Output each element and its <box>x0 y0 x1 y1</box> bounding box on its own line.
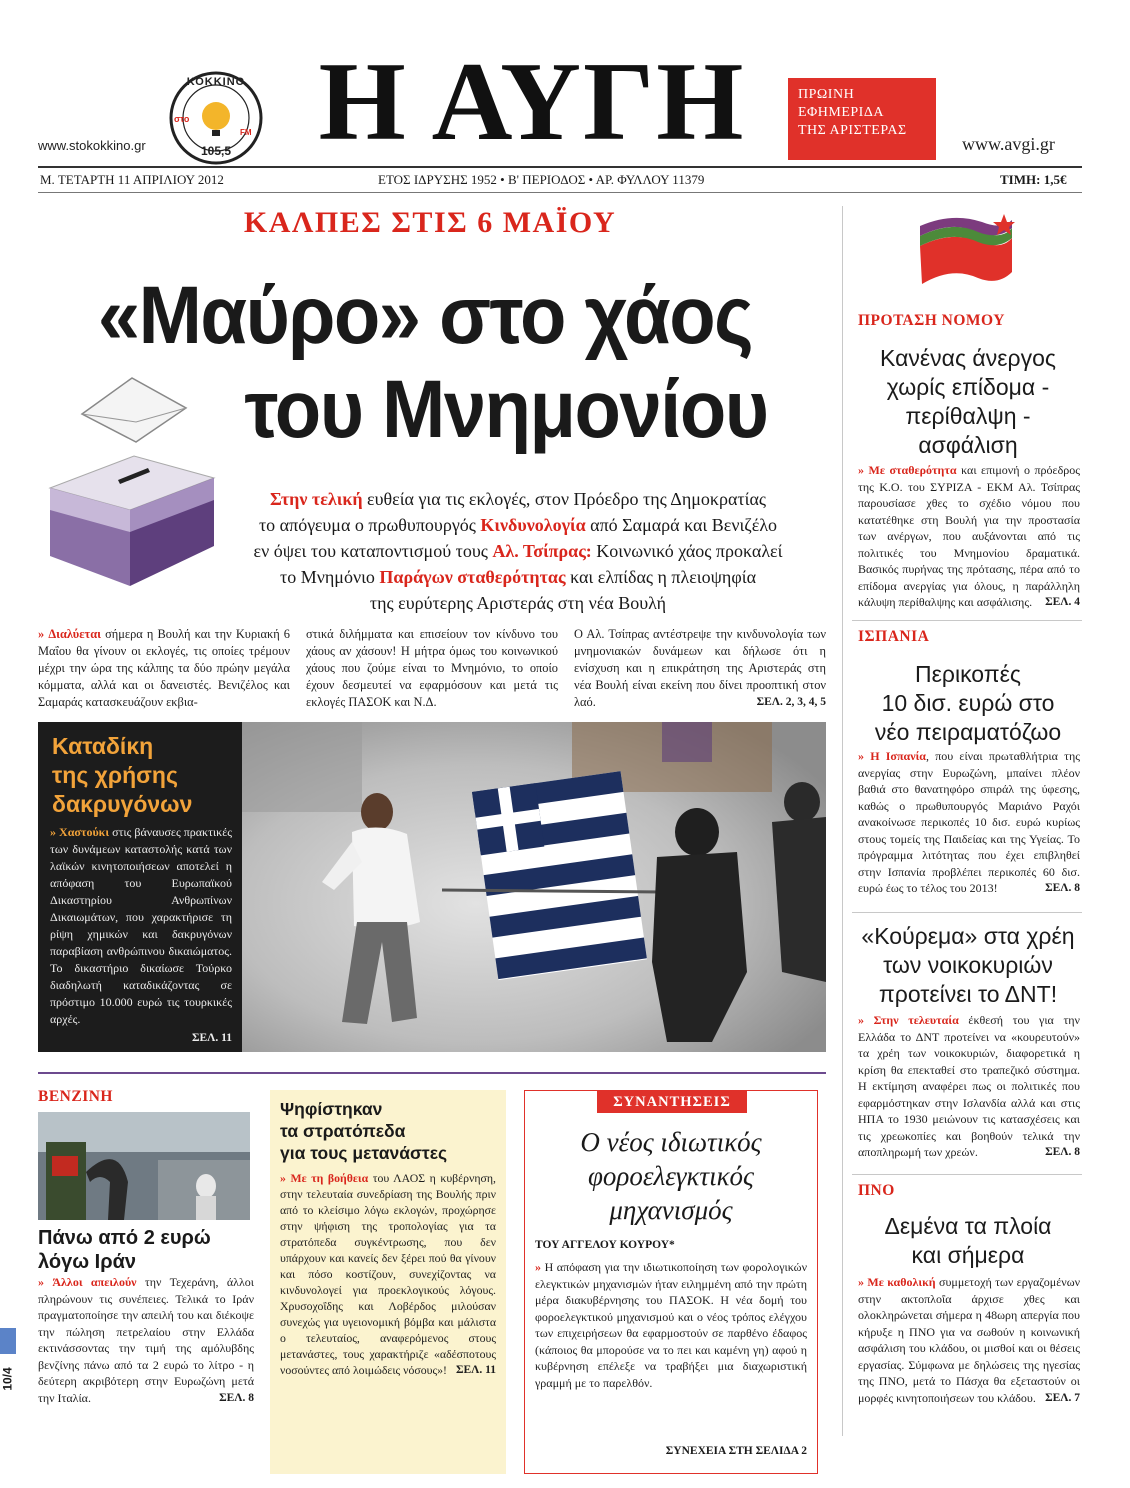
camps-headline-line-3: για τους μετανάστες <box>280 1143 448 1163</box>
summary-line-3 <box>212 538 824 564</box>
camps-headline-line-1: Ψηφίστηκαν <box>280 1099 383 1119</box>
camps-headline <box>280 1098 496 1164</box>
tagline-line-2: ΕΦΗΜΕΡΙΔΑ <box>798 105 884 120</box>
spain-lead: Η Ισπανία <box>870 749 926 763</box>
bullet-icon: » <box>858 1013 874 1027</box>
photo-bottom-rule <box>38 1072 826 1074</box>
imf-headline-line-2: των νοικοκυριών <box>883 952 1053 978</box>
summary-line-1 <box>212 486 824 512</box>
radio-url[interactable]: www.stokokkino.gr <box>38 138 146 153</box>
summary-text-7: και ελπίδας η πλειοψηφία <box>565 567 756 587</box>
photo-story-headline-1: Καταδίκη <box>52 733 154 759</box>
radio-logo-top: ΚΟΚΚΙΝΟ <box>186 76 246 88</box>
bullet-icon: » <box>38 627 49 641</box>
camps-text: του ΛΑΟΣ η κυβέρνηση, στην τελευταία συνεδρίαση της Βουλής πριν από το κλείσιμο λόγω εκλογών, προχώρησε στην ψήφιση της τροπολογίας για τα στρατόπεδα συγκέντρωσης, που δεν υπάρχουν και κανείς δεν ξέρει πού θα γίνουν και πόσο κοστίζουν, συνεχίζοντας να κινδυνολογεί για προεκλογικούς λόγους. Χρυσοχοΐδης και Λοβέρδος μιλούσαν συνεχώς για υγειονομική βόμβα και μάλιστα ο τελευταίος, αναφερόμενος στους μετανάστες, τους χαρακτήριζε «αδέσποτους νοσούντες από λοιμώδεις νόσους»! <box>280 1171 496 1377</box>
ballot-box-illustration <box>36 360 226 590</box>
oped-label: ΣΥΝΑΝΤΗΣΕΙΣ <box>597 1091 747 1113</box>
camps-body <box>280 1170 496 1378</box>
sidebar-headline-spain <box>852 660 1084 747</box>
radio-logo[interactable] <box>168 70 264 166</box>
bullet-icon: » <box>858 463 869 477</box>
camps-lead: Με τη βοήθεια <box>290 1171 369 1185</box>
sidebar-label-pno: ΠΝΟ <box>858 1182 895 1199</box>
paper-title: Η ΑΥΓΗ <box>318 40 746 164</box>
summary-red-7: Παράγων σταθερότητας <box>379 567 566 587</box>
oped-text: Η απόφαση για την ιδιωτικοποίηση των φορολογικών ελεγκτικών μηχανισμών ήταν ειλημμένη από την πρώτη μέρα διακυβέρνησης του ΠΑΣΟΚ. Η νέα δομή του φοροελεγκτικού μηχανισμού και ο νέος τρόπος ελέγχου των επιχειρήσεων θα εφαρμοστούν σε παρθένο έδαφος (κάποιος θα μπορούσε να το πει και καμένη γη) αφού η κυβέρνηση επέλεξε να τραβήξει μια διαχωριστική γραμμή με το παρελθόν. <box>535 1260 808 1390</box>
pno-ref[interactable]: ΣΕΛ. 7 <box>1045 1391 1080 1404</box>
oped-body <box>535 1259 807 1391</box>
oped-headline-line-3: μηχανισμός <box>609 1195 733 1225</box>
fuel-ref[interactable]: ΣΕΛ. 8 <box>219 1391 254 1404</box>
photo-story-lead: Χαστούκι <box>59 825 110 839</box>
oped-headline <box>525 1125 817 1227</box>
sidebar-body-pno <box>858 1274 1080 1406</box>
tagline-line-3: ΤΗΣ ΑΡΙΣΤΕΡΑΣ <box>798 123 907 138</box>
summary-text-1: ευθεία για τις εκλογές, στον Πρόεδρο της Δημοκρατίας <box>362 489 767 509</box>
summary-text-8: της ευρύτερης Αριστεράς στη νέα Βουλή <box>369 593 667 613</box>
photo-story-panel <box>38 722 242 1052</box>
imf-headline-line-3: προτείνει το ΔΝΤ! <box>878 981 1058 1007</box>
radio-logo-fm: FM <box>240 128 252 137</box>
radio-logo-freq: 105,5 <box>200 144 232 158</box>
lead-col1-lead: Διαλύεται <box>48 627 101 641</box>
photo-story-ref[interactable]: ΣΕΛ. 11 <box>191 1032 232 1044</box>
oped-byline: ΤΟΥ ΑΓΓΕΛΟΥ ΚΟΥΡΟΥ* <box>535 1239 675 1251</box>
sidebar-headline-pno <box>852 1212 1084 1270</box>
sidebar-label-law: ΠΡΟΤΑΣΗ ΝΟΜΟΥ <box>858 312 1005 329</box>
summary-text-3: από Σαμαρά και Βενιζέλο <box>585 515 778 535</box>
bullet-icon: » <box>535 1260 545 1274</box>
photo-story-text: στις βάναυσες πρακτικές των δυνάμεων καταστολής κατά των λαϊκών κινητοποιήσεων αποτελεί η απόφαση του Ευρωπαϊκού Δικαστηρίου Ανθρωπίνων Δικαιωμάτων, που χαρακτήρισε τη ρίψη χημικών και δακρυγόνων παραβίαση ανθρώπινου δικαιώματος. Το δικαστήριο δικαίωσε Τούρκο διαδηλωτή καταδικάζοντας σε πρόστιμο 10.000 ευρώ τις τουρκικές αρχές. <box>50 825 232 1026</box>
sidebar-rule-1 <box>852 620 1082 621</box>
photo-story-body <box>50 824 232 1028</box>
bullet-icon: » <box>38 1275 53 1289</box>
spain-headline-line-2: 10 δισ. ευρώ στο <box>881 690 1055 716</box>
summary-text-4: εν όψει του καταποντισμού τους <box>253 541 493 561</box>
law-headline-line-4: ασφάλιση <box>918 432 1018 458</box>
law-headline-line-2: χωρίς επίδομα - <box>886 374 1050 400</box>
law-ref[interactable]: ΣΕΛ. 4 <box>1045 596 1080 608</box>
law-headline-line-1: Κανένας άνεργος <box>880 345 1056 371</box>
sidebar-headline-imf <box>852 922 1084 1009</box>
camps-ref[interactable]: ΣΕΛ. 11 <box>455 1364 496 1376</box>
imf-lead: Στην τελευταία <box>873 1013 959 1027</box>
law-text: και επιμονή ο πρόεδρος της Κ.Ο. του ΣΥΡΙΖΑ - ΕΚΜ Αλ. Τσίπρας παρουσίασε χθες το σχέδιο νόμου που κατατέθηκε στη Βουλή για την προστασία των ανέργων, που αυξάνονται από τις πολιτικές του Μνημονίου δραματικά. Βασικός πυρήνας της πρότασης, πέρα από το επίδομα ανεργίας για όλους, η παράλληλη κάλυψη περίθαλψης και ασφάλισης. <box>858 463 1080 609</box>
margin-date-tag: 10/4 <box>0 1367 15 1391</box>
spain-headline-line-1: Περικοπές <box>915 661 1021 687</box>
ballot-box-icon <box>36 360 226 590</box>
tagline-line-1: ΠΡΩΙΝΗ <box>798 87 855 102</box>
bullet-icon: » <box>858 1275 868 1289</box>
imf-text: έκθεσή του για την Ελλάδα το ΔΝΤ προτείνει να «κουρευτούν» τα χρέη των νοικοκυριών, διαφορετικά η κρίση θα επεκταθεί στο τραπεζικό σύστημα. Η εκτίμηση αναφέρει πως οι πολιτικές που εφαρμόστηκαν στην Ισλανδία αλλά και στις ΗΠΑ το 1930 μειώνουν τις κατασχέσεις και τις χρεωκοπίες και βοηθούν τελικά την αποπληρωμή των χρεών. <box>858 1013 1080 1159</box>
masthead-rule <box>38 166 1082 168</box>
protest-photo <box>242 722 826 1052</box>
syriza-flag-icon <box>912 212 1022 304</box>
sidebar-label-spain: ΙΣΠΑΝΙΑ <box>858 628 930 645</box>
photo-story-headline-3: δακρυγόνων <box>52 791 193 817</box>
fuel-lead: Άλλοι απειλούν <box>52 1275 137 1289</box>
summary-line-5 <box>212 590 824 616</box>
masthead-rule-bottom <box>38 192 1082 193</box>
lead-summary <box>212 486 824 616</box>
summary-text-6: το Μνημόνιο <box>280 567 380 587</box>
bullet-icon: » <box>858 749 871 763</box>
fuel-photo-image <box>38 1112 250 1220</box>
summary-red-1: Στην τελική <box>269 489 363 509</box>
lead-headline-2: του Μνημονίου <box>244 363 768 456</box>
spain-ref[interactable]: ΣΕΛ. 8 <box>1045 882 1080 894</box>
lead-col3-text: Ο Αλ. Τσίπρας αντέστρεψε την κινδυνολογία των μνημονιακών δυνάμεων και δήλωσε ότι η ενίσχυση και η επικράτηση της Αριστεράς στη νέα Βουλή είναι εκείνη που δίνει προοπτική στον λαό. <box>574 627 826 709</box>
protest-photo-image <box>242 722 826 1052</box>
fuel-headline-line-2: λόγω Ιράν <box>38 1251 137 1273</box>
fuel-headline-line-1: Πάνω από 2 ευρώ <box>38 1227 211 1249</box>
syriza-flag-logo <box>912 212 1022 304</box>
bullet-icon: » <box>50 825 60 839</box>
fuel-photo <box>38 1112 250 1220</box>
imf-headline-line-1: «Κούρεμα» στα χρέη <box>861 923 1075 949</box>
margin-color-tab <box>0 1328 16 1354</box>
fuel-headline <box>38 1226 250 1274</box>
lead-headline-1: «Μαύρο» στο χάος <box>97 269 753 362</box>
sidebar-rule-2 <box>852 912 1082 913</box>
radio-logo-left: στο <box>174 114 190 124</box>
bottom-label-fuel: ΒΕΝΖΙΝΗ <box>38 1088 113 1105</box>
sidebar-headline-law <box>852 344 1084 460</box>
fuel-body <box>38 1274 254 1406</box>
imf-ref[interactable]: ΣΕΛ. 8 <box>1045 1146 1080 1158</box>
tagline-box <box>788 78 936 160</box>
issue-date: Μ. ΤΕΤΑΡΤΗ 11 ΑΠΡΙΛΙΟΥ 2012 <box>40 172 224 187</box>
sidebar-divider <box>842 206 843 1436</box>
issue-edition: ΕΤΟΣ ΙΔΡΥΣΗΣ 1952 • Β' ΠΕΡΙΟΔΟΣ • ΑΡ. ΦΥΛΛΟΥ 11379 <box>378 172 705 187</box>
oped-headline-line-2: φοροελεγκτικός <box>587 1161 755 1191</box>
lead-col-2 <box>306 626 558 711</box>
lead-col-1 <box>38 626 290 711</box>
pno-text: συμμετοχή των εργαζομένων στην ακτοπλοΐα άρχισε χθες και ολοκληρώνεται σήμερα η 48ωρη απεργία που κήρυξε η ΠΝΟ για να σωθούν η κοινωνική ασφάλιση του κλάδου, οι μισθοί και οι θέσεις εργασίας. Σύμφωνα με δηλώσεις της ηγεσίας της ΠΝΟ, μετά το Πάσχα θα εξεταστούν οι μορφές κινητοποιήσεων του κλάδου. <box>858 1275 1081 1405</box>
lead-col-3 <box>574 626 826 711</box>
camps-headline-line-2: τα στρατόπεδα <box>280 1121 406 1141</box>
spain-text: , που είναι πρωταθλήτρια της ανεργίας στην Ευρωζώνη, μπαίνει πλέον βαθιά στο θανατηφόρο σπιράλ της ύφεσης, καθώς ο πρωθυπουργός Μαριάνο Ραχόι ανακοίνωσε περικοπές 10 δισ. ευρώ κυρίως στους τομείς της Παιδείας και της Υγείας. Το πρόγραμμα λιτότητας που έχει επιβληθεί στην Ισπανία προβλέπει περικοπές 60 δισ. ευρώ έως το τέλος του 2013! <box>858 749 1080 895</box>
lead-kicker: ΚΑΛΠΕΣ ΣΤΙΣ 6 ΜΑΪΟΥ <box>243 206 617 239</box>
law-lead: Με σταθερότητα <box>868 463 957 477</box>
sidebar-body-spain <box>858 748 1080 897</box>
law-headline-line-3: περίθαλψη - <box>905 403 1031 429</box>
pno-headline-line-2: και σήμερα <box>911 1242 1025 1268</box>
sidebar-rule-3 <box>852 1174 1082 1175</box>
sidebar-body-law <box>858 462 1080 611</box>
summary-text-2: το απόγευμα ο πρωθυπουργός <box>258 515 481 535</box>
spain-headline-line-3: νέο πειραματόζωο <box>874 719 1062 745</box>
sidebar-body-imf <box>858 1012 1080 1161</box>
summary-line-4 <box>212 564 824 590</box>
lead-col1-text: σήμερα η Βουλή και την Κυριακή 6 Μαΐου θα γίνουν οι εκλογές, τις οποίες τρέμουν μέχρι την ώρα της κάλπης τα δύο πρώην μεγάλα κόμματα, αλλά και οι δανειστές. Βενιζέλος και Σαμαράς κατασκευάζουν εκβια- <box>38 627 290 709</box>
fuel-text: την Τεχεράνη, άλλοι πληρώνουν τις συνέπειες. Τελικά το Ιράν πραγματοποίησε την απειλή του και διέκοψε την πώληση πετρελαίου στην Ελλάδα εκτινάσσοντας την τιμή της αμόλυβδης βενζίνης πάνω από τα 2 ευρώ το λίτρο - η δεύτερη ακριβότερη στην Ευρωζώνη μετά την Ιταλία. <box>38 1275 254 1405</box>
pno-headline-line-1: Δεμένα τα πλοία <box>884 1213 1052 1239</box>
oped-ref[interactable]: ΣΥΝΕΧΕΙΑ ΣΤΗ ΣΕΛΙΔΑ 2 <box>665 1445 807 1457</box>
lead-col2-text: στικά διλήμματα και επισείουν τον κίνδυνο του χάους αν χάσουν! Η μήτρα όμως του κοινωνικού χάους που ζούμε είναι το Μνημόνιο, το οποίο έχουν δεσμευτεί να εφαρμόσουν και μετά τις εκλογές ΠΑΣΟΚ και Ν.Δ. <box>306 627 558 709</box>
site-url[interactable]: www.avgi.gr <box>962 134 1055 154</box>
bullet-icon: » <box>280 1171 291 1185</box>
summary-red-3: Κινδυνολογία <box>480 515 586 535</box>
pno-lead: Με καθολική <box>867 1275 936 1289</box>
issue-price: ΤΙΜΗ: 1,5€ <box>1000 172 1067 187</box>
summary-red-5: Αλ. Τσίπρας: <box>492 541 592 561</box>
lead-col3-ref[interactable]: ΣΕΛ. 2, 3, 4, 5 <box>756 696 826 708</box>
oped-headline-line-1: Ο νέος ιδιωτικός <box>580 1127 762 1157</box>
summary-text-5: Κοινωνικό χάος προκαλεί <box>591 541 783 561</box>
photo-story-headline-2: της χρήσης <box>52 762 178 788</box>
oped-box <box>524 1090 818 1474</box>
camps-box <box>270 1090 506 1474</box>
summary-line-2 <box>212 512 824 538</box>
